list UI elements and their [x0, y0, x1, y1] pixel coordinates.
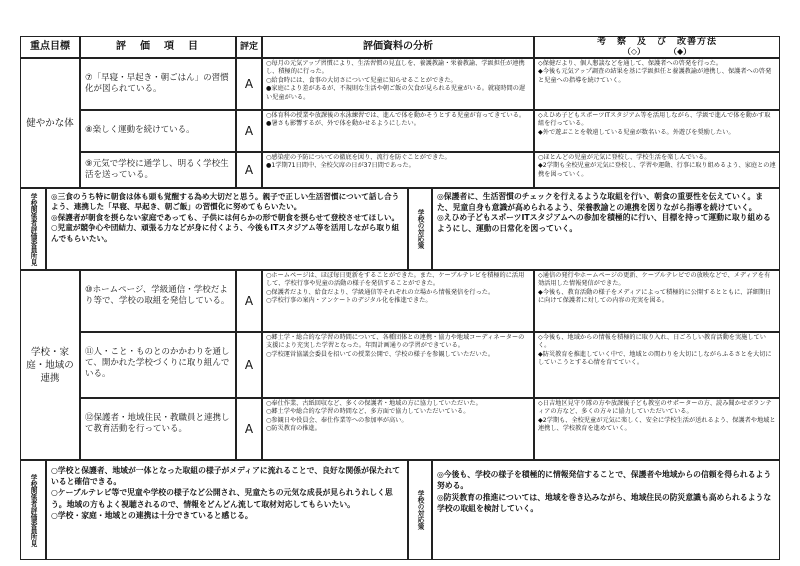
item-8: ⑧楽しく運動を続けている。: [80, 110, 236, 152]
analysis-11-line-2: ○学校運営協議会委員を招いての授業公開で、学校の様子を参観していただいた。: [266, 350, 495, 358]
analysis-10-line-2: ○保護者だより、給食だより、学級通信等それぞれの立場から情報発信を行った。: [266, 288, 495, 296]
improve-11: [534, 332, 780, 398]
improve-12: [534, 398, 780, 460]
analysis-12-line-2: ○郷土学や総合的な学習の時間など、多方面で協力していただいている。: [266, 408, 470, 416]
improve-10: [534, 270, 780, 332]
analysis-12: [262, 398, 534, 460]
improve-9-line-2: ◆2学期も全校児童が元気に登校し、学習や運動、行事に取り組めるよう、家庭との連携を図っていく。: [538, 162, 776, 178]
improve-9: [534, 152, 780, 188]
item-12: ⑫保護者・地域住民・教職員と連携して教育活動を行っている。: [80, 398, 236, 460]
improve-12-line-1: ◇日吉地区見守り隊の方や放課後子ども教室のサポーターの方、読み聞かせボランティアの方など、多くの方々に協力していただいている。: [538, 400, 772, 416]
improve-7-line-2: ◆今後も元気アップ調査の結果を基に学級担任と養護教諭が連携し、保護者への啓発と児童への指導を続けていく。: [538, 68, 772, 84]
analysis-12-line-3: ○参観日や役員会、奉仕作業等への参加率が高い。: [266, 416, 408, 424]
grade-11: A: [236, 332, 262, 398]
committee-label-1: 学校関係者評価委員所見: [20, 188, 46, 270]
item-11: ⑪人・こと・ものとのかかわりを通して、開かれた学校づくりに取り組んでいる。: [80, 332, 236, 398]
response-2: [432, 460, 780, 560]
improve-11-line-2: ◆防災教育を推進していく中で、地域との関わりを大切にしながらふるさとを大切にしていこうとする心情を育てていく。: [538, 350, 772, 367]
analysis-12-line-1: ○奉仕作業、古紙回収など、多くの保護者・地域の方に協力していただいた。: [266, 400, 482, 407]
grade-7: A: [236, 58, 262, 110]
analysis-12-line-4: ○防災教育の推進。: [266, 425, 321, 433]
grade-12: A: [236, 398, 262, 460]
response-2-line-2: ◎防災教育の推進については、地域を巻き込みながら、地域住民の防災意識も高められるような学校の取組を検討していく。: [437, 492, 772, 514]
analysis-11: [262, 332, 534, 398]
improve-9-line-1: ○ほとんどの児童が元気に登校し、学校生活を楽しんでいる。: [538, 154, 711, 161]
response-label-2: 学校の対応策: [408, 460, 432, 560]
header-grade: 評定: [236, 36, 262, 58]
committee-label-2: 学校関係者評価委員所見: [20, 460, 46, 560]
goal-school-home-community: 学校・家庭・地域の連携: [20, 270, 80, 460]
analysis-8: [262, 110, 534, 152]
committee-comments-2: [46, 460, 408, 560]
analysis-9: [262, 152, 534, 188]
committee-2-line-3: ○学校・家庭・地域との連携は十分できていると感じる。: [51, 510, 253, 520]
header-goal: 重点目標: [20, 36, 80, 58]
header-improve: [534, 36, 780, 58]
analysis-9-line-2: ●1学期71日間中、全校欠席の日が37日間であった。: [266, 162, 415, 170]
header-improve-title: 考 察 及 び 改善方法: [596, 37, 717, 47]
committee-2-line-1: ○学校と保護者、地域が一体となった取組の様子がメディアに流れることで、良好な関係が保たれていると確信できる。: [51, 466, 401, 487]
improve-10-line-2: ◆今後も、教育活動の様子をメディアによって積極的に公開するとともに、詳細期日に向けて保護者に対しての内容の充実を図る。: [538, 288, 772, 305]
improve-7: [534, 58, 780, 110]
committee-2-line-2: ○ケーブルテレビ等で児童や学校の様子など公開され、児童たちの元気な成長が見られうれしく思う。地域の方もよく視聴されるので、情報をどんどん流して取材対応してもらいたい。: [51, 488, 393, 509]
analysis-7: [262, 58, 534, 110]
goal-healthy-body: 健やかな体: [20, 58, 80, 188]
response-2-line-1: ◎今後も、学校の様子を積極的に情報発信することで、保護者や地域からの信頼を得られるよう努める。: [437, 470, 772, 491]
improve-8-line-1: ◇えひめ子どもスポーツITスタジアム等を活用しながら、学級で進んで体を動かす取組を行っている。: [538, 112, 771, 128]
committee-1-line-3: ○児童が競争心や団結力、頑張る力などが身に付くよう、今後もITスタジアム等を活用しながら取り組んでもらいたい。: [51, 223, 400, 243]
improve-10-line-1: ◇通信の発行やホームページの更新、ケーブルテレビでの放映などで、メディアを有効活用した情報発信ができた。: [538, 272, 771, 288]
item-9: ⑨元気で学校に通学し、明るく学校生活を送っている。: [80, 152, 236, 188]
header-improve-sub: （◇） （◆）: [622, 47, 692, 56]
response-1-line-2: ◎えひめ子どもスポーツITスタジアムへの参加を積極的に行い、目標を持って運動に取り組めるようにし、運動の日常化を図っていく。: [437, 213, 771, 233]
improve-11-line-1: ◇今後も、地域からの情報を積極的に取り入れ、日ごろしい教育活動を実施していく。: [538, 334, 766, 350]
improve-12-line-2: ◆2学期も、全校児童が元気に楽しく、安全に学校生活が送れるよう、保護者や地域と連携し、学校教育を進めていく。: [538, 416, 776, 433]
improve-8-line-2: ◆外で遊ぶことを敬遠している児童が数名いる。外遊びを奨励したい。: [538, 128, 735, 136]
analysis-7-line-1: ○毎月の元気アップ習慣により、生活習慣の見直しを、養護教諭・栄養教諭、学級担任が連携し、積極的に行った。: [266, 60, 525, 76]
grade-10: A: [236, 270, 262, 332]
analysis-8-line-2: ●暑さも影響するが、外で体を動かせるようにしたい。: [266, 120, 420, 128]
improve-8: [534, 110, 780, 152]
analysis-11-line-1: ○郷土学・総合的な学習の時間について、各種団体との連携・協力や地域コーディネーターの支援により充実した学習となった。年間計画通りの学習ができている。: [266, 334, 525, 350]
item-7: ⑦「早寝・早起き・朝ごはん」の習慣化が図られている。: [80, 58, 236, 110]
analysis-7-line-2: ○給食時には、食事の大切さについて児童に知らせることができた。: [266, 76, 457, 84]
response-1-line-1: ◎保護者に、生活習慣のチェックを行えるような取組を行い、朝食の重要性を伝えていく。また、児童自身も意識が高められるよう、栄養教諭との連携を図りながら指導を続けていく。: [437, 192, 764, 212]
response-label-1: 学校の対応策: [408, 188, 432, 270]
item-10: ⑩ホームページ、学級通信・学校だより等で、学校の取組を発信している。: [80, 270, 236, 332]
analysis-9-line-1: ○感染症の予防についての徹底を図り、流行を防ぐことができた。: [266, 154, 451, 161]
header-item: 評 価 項 目: [80, 36, 236, 58]
analysis-7-line-3: ●家庭により差があるが、不規則な生活や朝ご飯の欠食が見られる児童がいる。就寝時間の遅い児童がいる。: [266, 85, 526, 101]
analysis-8-line-1: ○体育科の授業や放課後の水泳練習では、進んで体を動かそうとする児童が育ってきている。: [266, 112, 526, 119]
committee-1-line-1: ◎三食のうち特に朝食は体も頭も覚醒する為め大切だと思う。親子で正しい生活習慣について話し合うよう、連携した「早寝、早起き、朝ご飯」の習慣化に努めてもらいたい。: [51, 192, 400, 212]
analysis-10: [262, 270, 534, 332]
grade-8: A: [236, 110, 262, 152]
analysis-10-line-3: ○学校行事の案内・アンケートのデジタル化を推進できた。: [266, 297, 432, 305]
grade-9: A: [236, 152, 262, 188]
analysis-10-line-1: ○ホームページは、ほぼ毎日更新をすることができた。また、ケーブルテレビを積極的に活用して、学校行事や児童の活動の様子を発信することができた。: [266, 272, 525, 288]
response-1: [432, 188, 780, 270]
committee-1-line-2: ◎保護者が朝食を摂らない家庭であっても、子供には何らかの形で朝食を摂らせて登校させてほしい。: [51, 212, 400, 222]
committee-comments-1: [46, 188, 408, 270]
improve-7-line-1: ◇保健だより、個人懇談などを通して、保護者への啓発を行った。: [538, 60, 723, 67]
header-analysis: 評価資料の分析: [262, 36, 534, 58]
